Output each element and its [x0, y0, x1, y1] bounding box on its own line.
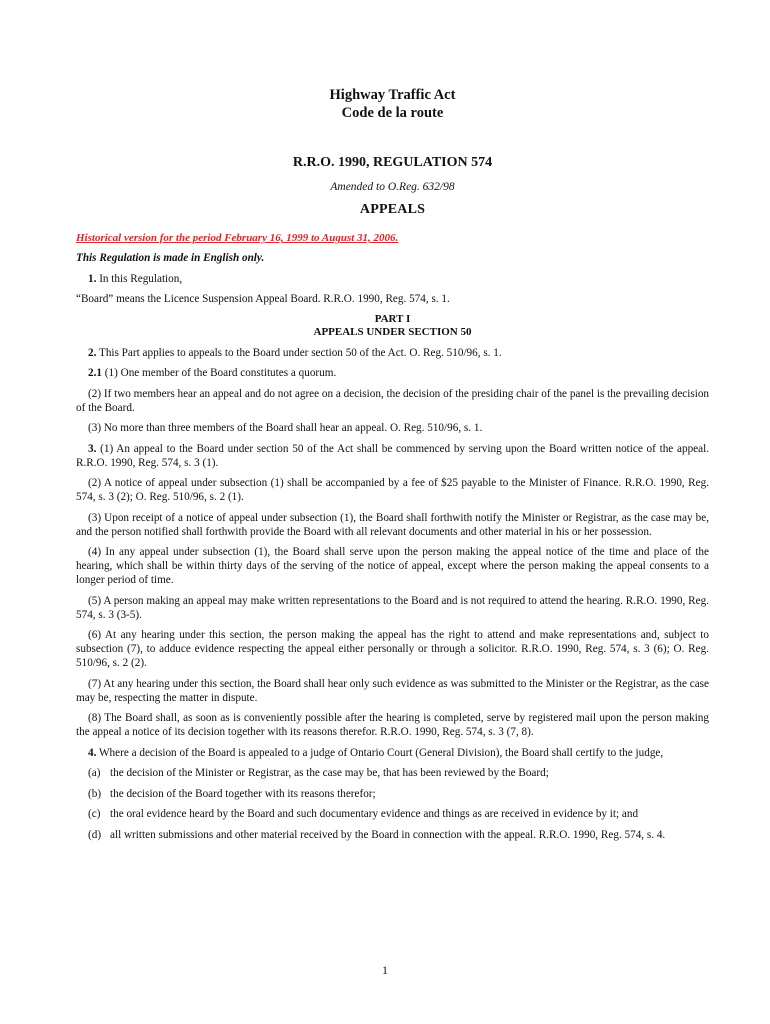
act-title-english: Highway Traffic Act — [329, 87, 456, 103]
section-text: Where a decision of the Board is appealed to a judge of Ontario Court (General Division), the Board shall certify to the judge, — [99, 746, 664, 759]
section-3-2: (2) A notice of appeal under subsection (1) shall be accompanied by a fee of $25 payable to the Minister of Finance. R.R.O. 1990, Reg. 574, s. 3 (2); O. Reg. 510/96, s. 2 (1). — [76, 477, 709, 503]
section-number: 1. — [88, 272, 97, 285]
list-item-label: (c) — [88, 808, 101, 820]
list-item-label: (a) — [88, 767, 101, 779]
list-item — [88, 766, 709, 780]
section-2-1-3: (3) No more than three members of the Board shall hear an appeal. O. Reg. 510/96, s. 1. — [88, 422, 483, 434]
historical-version-link[interactable]: Historical version for the period February 16, 1999 to August 31, 2006. — [76, 232, 399, 244]
section-number: 2. — [88, 346, 97, 359]
list-item — [88, 807, 709, 821]
list-item-text: the decision of the Minister or Registrar, as the case may be, that has been reviewed by the Board; — [110, 767, 549, 779]
section-number: 3. — [88, 442, 97, 455]
section-number: 4. — [88, 746, 97, 759]
act-title — [76, 86, 709, 122]
regulation-body — [76, 251, 709, 848]
section-2-1-2: (2) If two members hear an appeal and do not agree on a decision, the decision of the presiding chair of the panel is the prevailing decision of the Board. — [76, 387, 710, 414]
list-item-text: the oral evidence heard by the Board and such documentary evidence and things as are received in evidence by it; and — [110, 808, 639, 820]
list-item — [88, 787, 709, 801]
list-item-text: all written submissions and other material received by the Board in connection with the appeal. R.R.O. 1990, Reg. 574, s. 4. — [110, 828, 666, 841]
regulation-number: R.R.O. 1990, REGULATION 574 — [292, 155, 493, 170]
part-label: PART I — [374, 312, 411, 325]
section-1 — [76, 272, 709, 286]
act-title-french: Code de la route — [341, 105, 444, 121]
list-item-label: (d) — [88, 828, 102, 841]
regulation-subject: APPEALS — [359, 202, 426, 217]
section-3-7: (7) At any hearing under this section, the Board shall hear only such evidence as was submitted to the Minister or the Registrar, as the case may be, respecting the matter in dispute. — [76, 677, 709, 704]
section-3-3: (3) Upon receipt of a notice of appeal under subsection (1), the Board shall forthwith notify the Minister or Registrar, as the case may be, and the person notified shall forthwith provide the Board with all relevant documents and other material in his or her possession. — [76, 511, 709, 538]
part-title: APPEALS UNDER SECTION 50 — [313, 326, 472, 338]
section-3-4: (4) In any appeal under subsection (1), the Board shall serve upon the person making the appeal notice of the time and place of the hearing, which shall be within thirty days of the serving of the notice of appeal, except where the person making the appeal consents to a longer period of time. — [76, 546, 709, 586]
page-number: 1 — [382, 963, 388, 977]
section-4 — [76, 746, 709, 760]
list-item-label: (b) — [88, 787, 102, 800]
section-number: 2.1 — [88, 367, 102, 379]
part-heading — [76, 313, 709, 340]
section-3-1 — [76, 442, 709, 470]
section-2-1-1 — [76, 366, 709, 380]
section-3-6: (6) At any hearing under this section, the person making the appeal has the right to attend and make representations and, subject to subsection (7), to adduce evidence respecting the appeal either personally or through a solicitor. R.R.O. 1990, Reg. 574, s. 3 (6); O. Reg. 510/96, s. 2 (2). — [76, 629, 709, 669]
list-item-text: the decision of the Board together with its reasons therefor; — [110, 787, 376, 800]
amendment-note: Amended to O.Reg. 632/98 — [330, 181, 455, 193]
section-text: This Part applies to appeals to the Board under section 50 of the Act. O. Reg. 510/96, s. 1. — [99, 346, 502, 359]
list-item — [88, 828, 709, 842]
section-3-8: (8) The Board shall, as soon as is conveniently possible after the hearing is completed, serve by registered mail upon the person making the appeal a notice of its decision together with its reasons therefor. R.R.O. 1990, Reg. 574, s. 3 (7, 8). — [76, 712, 709, 738]
section-text: (1) One member of the Board constitutes a quorum. — [104, 367, 337, 379]
language-note: This Regulation is made in English only. — [76, 252, 265, 264]
section-2 — [76, 346, 709, 360]
section-3-5: (5) A person making an appeal may make written representations to the Board and is not required to attend the hearing. R.R.O. 1990, Reg. 574, s. 3 (3-5). — [76, 594, 709, 621]
definition-board: “Board” means the Licence Suspension Appeal Board. R.R.O. 1990, Reg. 574, s. 1. — [76, 293, 450, 305]
section-text: (1) An appeal to the Board under section 50 of the Act shall be commenced by serving upon the Board written notice of the appeal. R.R.O. 1990, Reg. 574, s. 3 (1). — [76, 442, 709, 469]
section-text: In this Regulation, — [99, 272, 183, 285]
